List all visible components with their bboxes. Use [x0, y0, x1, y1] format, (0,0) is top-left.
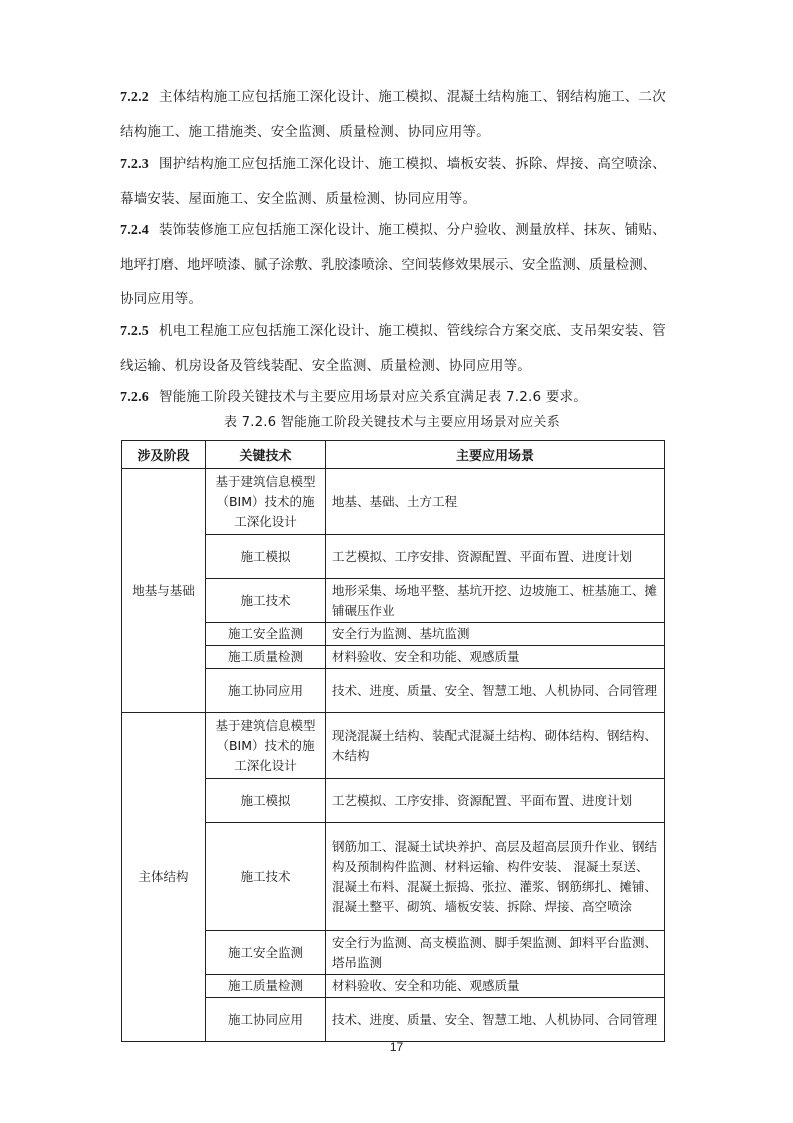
stage-cell: 主体结构	[122, 713, 206, 1042]
scene-cell: 材料验收、安全和功能、观感质量	[326, 646, 665, 669]
tech-cell: 施工模拟	[206, 779, 326, 823]
section-text: 装饰装修施工应包括施工深化设计、施工模拟、分户验收、测量放样、抹灰、铺贴、	[159, 222, 666, 238]
section-7-2-2	[120, 80, 676, 149]
section-number: 7.2.3	[120, 157, 149, 172]
section-7-2-6	[120, 380, 676, 415]
stage-cell: 地基与基础	[122, 469, 206, 713]
section-number: 7.2.5	[120, 324, 149, 339]
section-text: 机电工程施工应包括施工深化设计、施工模拟、管线综合方案交底、支吊架安装、管	[159, 323, 666, 339]
section-7-2-3	[120, 147, 676, 216]
section-7-2-5	[120, 314, 676, 383]
section-text-cont: 线运输、机房设备及管线装配、安全监测、质量检测、协同应用等。	[120, 358, 531, 374]
section-number: 7.2.2	[120, 90, 149, 105]
tech-cell: 施工协同应用	[206, 669, 326, 713]
tech-cell: 施工安全监测	[206, 623, 326, 646]
section-text-cont2: 协同应用等。	[120, 291, 203, 307]
tech-cell: 施工协同应用	[206, 998, 326, 1042]
tech-cell: 施工技术	[206, 823, 326, 931]
tech-cell: 施工质量检测	[206, 975, 326, 998]
tech-cell: 基于建筑信息模型（BIM）技术的施工深化设计	[206, 469, 326, 535]
scene-cell: 安全行为监测、基坑监测	[326, 623, 665, 646]
header-tech: 关键技术	[206, 441, 326, 469]
table-header-row	[122, 441, 665, 469]
scene-cell: 工艺模拟、工序安排、资源配置、平面布置、进度计划	[326, 535, 665, 579]
scene-cell: 工艺模拟、工序安排、资源配置、平面布置、进度计划	[326, 779, 665, 823]
scene-cell: 材料验收、安全和功能、观感质量	[326, 975, 665, 998]
section-number: 7.2.6	[120, 390, 149, 405]
section-text-cont: 幕墙安装、屋面施工、安全监测、质量检测、协同应用等。	[120, 191, 477, 207]
page-number: 17	[389, 1040, 404, 1054]
tech-cell: 施工模拟	[206, 535, 326, 579]
section-text: 围护结构施工应包括施工深化设计、施工模拟、墙板安装、拆除、焊接、高空喷涂、	[159, 156, 666, 172]
scene-cell: 技术、进度、质量、安全、智慧工地、人机协同、合同管理	[326, 669, 665, 713]
scene-cell: 技术、进度、质量、安全、智慧工地、人机协同、合同管理	[326, 998, 665, 1042]
header-stage: 涉及阶段	[122, 441, 206, 469]
scene-cell: 钢筋加工、混凝土试块养护、高层及超高层顶升作业、钢结构及预制构件监测、材料运输、构件安装、 混凝土泵送、混凝土布料、混凝土振捣、张拉、灌浆、钢筋绑扎、摊铺、混凝土整平、砌筑、墙板安装、拆除、焊接、高空喷涂	[326, 823, 665, 931]
tech-cell: 施工技术	[206, 579, 326, 623]
table-row	[122, 469, 665, 535]
table-row	[122, 713, 665, 779]
scene-cell: 地基、基础、土方工程	[326, 469, 665, 535]
tech-cell: 施工质量检测	[206, 646, 326, 669]
section-text-cont: 地坪打磨、地坪喷漆、腻子涂敷、乳胶漆喷涂、空间装修效果展示、安全监测、质量检测、	[120, 257, 656, 273]
scene-cell: 现浇混凝土结构、装配式混凝土结构、砌体结构、钢结构、木结构	[326, 713, 665, 779]
scene-cell: 地形采集、场地平整、基坑开挖、边坡施工、桩基施工、摊铺碾压作业	[326, 579, 665, 623]
section-number: 7.2.4	[120, 223, 149, 238]
application-scenario-table	[121, 440, 665, 1042]
section-text: 智能施工阶段关键技术与主要应用场景对应关系宜满足表 7.2.6 要求。	[159, 389, 587, 405]
section-7-2-4	[120, 213, 676, 316]
section-text: 主体结构施工应包括施工深化设计、施工模拟、混凝土结构施工、钢结构施工、二次	[159, 89, 666, 105]
scene-cell: 安全行为监测、高支模监测、脚手架监测、卸料平台监测、塔吊监测	[326, 931, 665, 975]
table-caption: 表 7.2.6 智能施工阶段关键技术与主要应用场景对应关系	[223, 415, 561, 430]
header-scene: 主要应用场景	[326, 441, 665, 469]
tech-cell: 施工安全监测	[206, 931, 326, 975]
tech-cell: 基于建筑信息模型（BIM）技术的施工深化设计	[206, 713, 326, 779]
section-text-cont: 结构施工、施工措施类、安全监测、质量检测、协同应用等。	[120, 124, 490, 140]
